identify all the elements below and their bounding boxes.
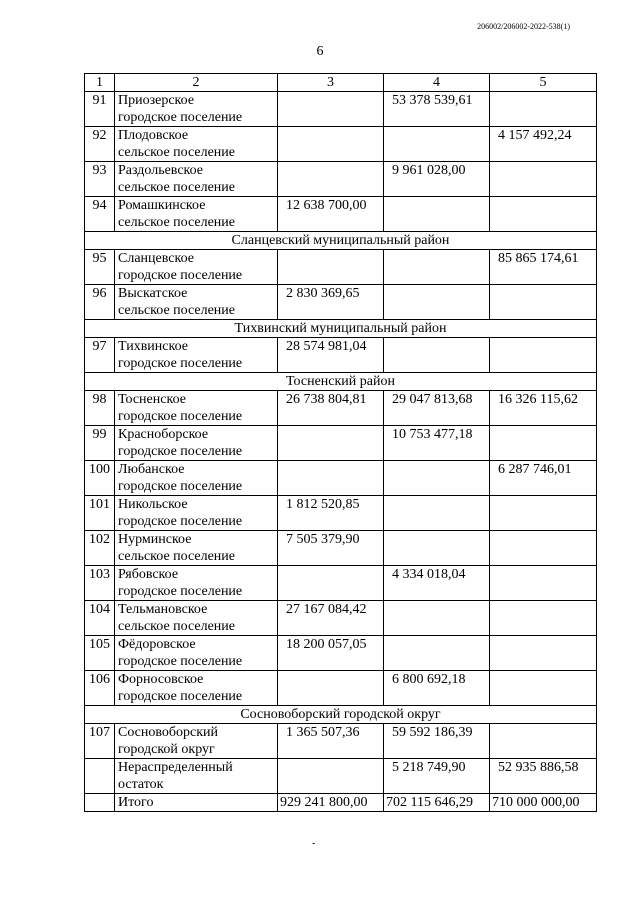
- amount-c4: [384, 127, 490, 162]
- table-row: [85, 162, 597, 197]
- name-line: Форносовское: [118, 672, 204, 687]
- column-header: 2: [115, 74, 278, 92]
- name-line: Никольское: [118, 497, 188, 512]
- name-line: остаток: [118, 777, 164, 792]
- amount-c4: [384, 636, 490, 671]
- municipality-name: [115, 601, 278, 636]
- name-line: городское поселение: [118, 654, 243, 669]
- section-title: Сосновоборский городской округ: [85, 706, 597, 724]
- amount-c3: [278, 426, 384, 461]
- name-line: Тихвинское: [118, 339, 188, 354]
- municipality-name: [115, 496, 278, 531]
- amount-c5: [490, 162, 597, 197]
- amount-c3: 12 638 700,00: [278, 197, 384, 232]
- amount-c4: 10 753 477,18: [384, 426, 490, 461]
- municipality-name: [115, 391, 278, 426]
- table-row: [85, 285, 597, 320]
- amount-c4: 702 115 646,29: [384, 794, 490, 812]
- amount-c4: 59 592 186,39: [384, 724, 490, 759]
- name-line: Нурминское: [118, 532, 192, 547]
- table-row: [85, 759, 597, 794]
- section-title: Сланцевский муниципальный район: [85, 232, 597, 250]
- amount-c5: [490, 671, 597, 706]
- amount-c5: [490, 531, 597, 566]
- name-line: Плодовское: [118, 128, 189, 143]
- row-number: 96: [85, 285, 115, 320]
- table-row: [85, 601, 597, 636]
- name-line: Ромашкинское: [118, 198, 206, 213]
- section-row: [85, 706, 597, 724]
- row-number: 107: [85, 724, 115, 759]
- page-number: 6: [316, 44, 324, 59]
- amount-c4: [384, 461, 490, 496]
- section-title: Тихвинский муниципальный район: [85, 320, 597, 338]
- amount-c3: [278, 250, 384, 285]
- name-line: Нераспределенный: [118, 760, 233, 775]
- table-row: [85, 636, 597, 671]
- name-line: сельское поселение: [118, 303, 235, 318]
- row-number: 102: [85, 531, 115, 566]
- amount-c4: 29 047 813,68: [384, 391, 490, 426]
- amount-c3: 7 505 379,90: [278, 531, 384, 566]
- amount-c3: [278, 671, 384, 706]
- name-line: Приозерское: [118, 93, 195, 108]
- amount-c3: [278, 92, 384, 127]
- name-line: Сланцевское: [118, 251, 194, 266]
- distribution-table: [84, 73, 597, 812]
- municipality-name: [115, 566, 278, 601]
- name-line: Раздольевское: [118, 163, 204, 178]
- table-header-row: [85, 74, 597, 92]
- amount-c5: [490, 496, 597, 531]
- name-line: городское поселение: [118, 268, 243, 283]
- section-row: [85, 232, 597, 250]
- name-line: городское поселение: [118, 444, 243, 459]
- amount-c5: 710 000 000,00: [490, 794, 597, 812]
- municipality-name: [115, 426, 278, 461]
- name-line: городское поселение: [118, 514, 243, 529]
- amount-c4: 53 378 539,61: [384, 92, 490, 127]
- row-number: 98: [85, 391, 115, 426]
- name-line: городской округ: [118, 742, 215, 757]
- amount-c5: [490, 338, 597, 373]
- amount-c4: 4 334 018,04: [384, 566, 490, 601]
- amount-c4: [384, 338, 490, 373]
- amount-c3: [278, 461, 384, 496]
- name-line: Итого: [118, 795, 154, 810]
- name-line: городское поселение: [118, 110, 243, 125]
- row-number: 91: [85, 92, 115, 127]
- municipality-name: [115, 197, 278, 232]
- municipality-name: [115, 724, 278, 759]
- municipality-name: [115, 250, 278, 285]
- table-row: [85, 338, 597, 373]
- table-row: [85, 391, 597, 426]
- amount-c4: [384, 197, 490, 232]
- row-number: 92: [85, 127, 115, 162]
- name-line: Тосненское: [118, 392, 186, 407]
- amount-c5: [490, 601, 597, 636]
- amount-c5: 6 287 746,01: [490, 461, 597, 496]
- amount-c5: 4 157 492,24: [490, 127, 597, 162]
- footer-mark: -: [312, 838, 316, 849]
- amount-c3: 1 812 520,85: [278, 496, 384, 531]
- amount-c5: 16 326 115,62: [490, 391, 597, 426]
- amount-c3: 2 830 369,65: [278, 285, 384, 320]
- amount-c4: 9 961 028,00: [384, 162, 490, 197]
- row-number: 101: [85, 496, 115, 531]
- name-line: Выскатское: [118, 286, 188, 301]
- amount-c5: [490, 197, 597, 232]
- column-header: 3: [278, 74, 384, 92]
- municipality-name: [115, 92, 278, 127]
- name-line: сельское поселение: [118, 549, 235, 564]
- table-row: [85, 671, 597, 706]
- row-number: 105: [85, 636, 115, 671]
- row-number: 93: [85, 162, 115, 197]
- amount-c5: [490, 724, 597, 759]
- name-line: городское поселение: [118, 479, 243, 494]
- document-code: 206002/206002-2022-538(1): [477, 22, 570, 31]
- row-number: [85, 794, 115, 812]
- section-row: [85, 373, 597, 391]
- amount-c4: [384, 285, 490, 320]
- municipality-name: [115, 636, 278, 671]
- amount-c4: [384, 601, 490, 636]
- table-row: [85, 197, 597, 232]
- name-line: сельское поселение: [118, 180, 235, 195]
- column-header: 4: [384, 74, 490, 92]
- name-line: Любанское: [118, 462, 185, 477]
- table-row: [85, 496, 597, 531]
- row-number: 100: [85, 461, 115, 496]
- municipality-name: [115, 338, 278, 373]
- table-row: [85, 127, 597, 162]
- amount-c3: 1 365 507,36: [278, 724, 384, 759]
- amount-c4: 6 800 692,18: [384, 671, 490, 706]
- amount-c5: [490, 566, 597, 601]
- municipality-name: [115, 127, 278, 162]
- name-line: городское поселение: [118, 689, 243, 704]
- name-line: Фёдоровское: [118, 637, 196, 652]
- amount-c3: [278, 566, 384, 601]
- amount-c3: 27 167 084,42: [278, 601, 384, 636]
- amount-c5: [490, 92, 597, 127]
- amount-c4: 5 218 749,90: [384, 759, 490, 794]
- municipality-name: [115, 531, 278, 566]
- name-line: городское поселение: [118, 356, 243, 371]
- section-title: Тосненский район: [85, 373, 597, 391]
- amount-c3: 18 200 057,05: [278, 636, 384, 671]
- municipality-name: [115, 759, 278, 794]
- name-line: Сосновоборский: [118, 725, 219, 740]
- amount-c3: [278, 162, 384, 197]
- municipality-name: [115, 285, 278, 320]
- table-row: [85, 724, 597, 759]
- section-row: [85, 320, 597, 338]
- table-row: [85, 250, 597, 285]
- row-number: 103: [85, 566, 115, 601]
- name-line: городское поселение: [118, 584, 243, 599]
- column-header: 5: [490, 74, 597, 92]
- municipality-name: [115, 162, 278, 197]
- amount-c4: [384, 250, 490, 285]
- row-number: [85, 759, 115, 794]
- row-number: 94: [85, 197, 115, 232]
- name-line: сельское поселение: [118, 619, 235, 634]
- amount-c5: [490, 285, 597, 320]
- row-number: 97: [85, 338, 115, 373]
- row-number: 106: [85, 671, 115, 706]
- column-header: 1: [85, 74, 115, 92]
- row-number: 95: [85, 250, 115, 285]
- name-line: сельское поселение: [118, 215, 235, 230]
- amount-c5: [490, 426, 597, 461]
- table-row: [85, 92, 597, 127]
- table-row: [85, 531, 597, 566]
- amount-c4: [384, 496, 490, 531]
- total-row: [85, 794, 597, 812]
- municipality-name: [115, 794, 278, 812]
- table-row: [85, 566, 597, 601]
- amount-c5: 85 865 174,61: [490, 250, 597, 285]
- amount-c5: [490, 636, 597, 671]
- municipality-name: [115, 461, 278, 496]
- amount-c3: 929 241 800,00: [278, 794, 384, 812]
- name-line: сельское поселение: [118, 145, 235, 160]
- row-number: 99: [85, 426, 115, 461]
- amount-c3: 26 738 804,81: [278, 391, 384, 426]
- amount-c4: [384, 531, 490, 566]
- amount-c3: [278, 127, 384, 162]
- row-number: 104: [85, 601, 115, 636]
- amount-c3: [278, 759, 384, 794]
- table-row: [85, 426, 597, 461]
- name-line: Тельмановское: [118, 602, 208, 617]
- amount-c5: 52 935 886,58: [490, 759, 597, 794]
- municipality-name: [115, 671, 278, 706]
- name-line: Рябовское: [118, 567, 179, 582]
- name-line: городское поселение: [118, 409, 243, 424]
- name-line: Красноборское: [118, 427, 209, 442]
- table-row: [85, 461, 597, 496]
- amount-c3: 28 574 981,04: [278, 338, 384, 373]
